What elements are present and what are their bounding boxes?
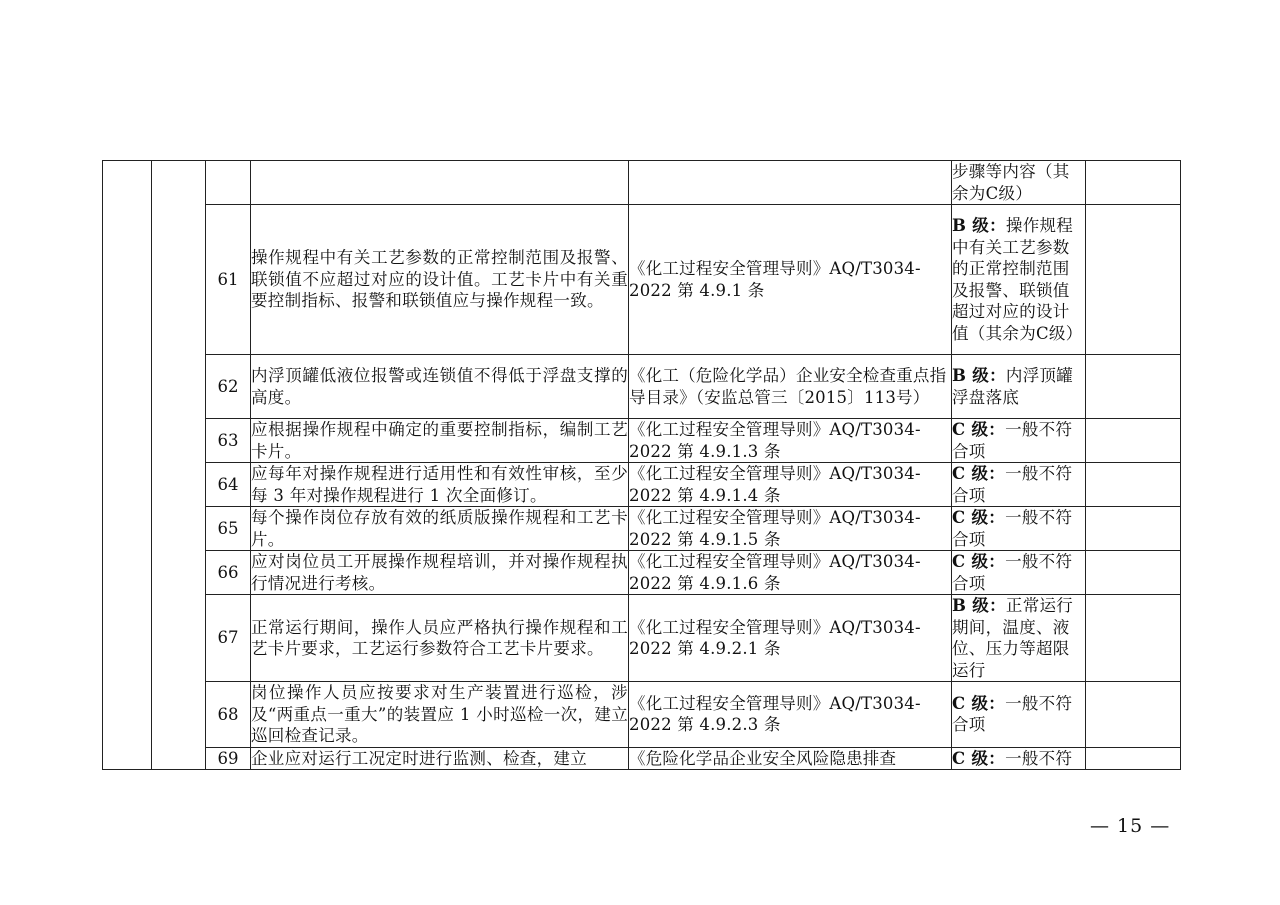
item-number xyxy=(206,161,251,205)
grade-text: 操作规程中有关工艺参数的正常控制范围及报警、联锁值超过对应的设计值（其余为C级） xyxy=(952,216,1083,343)
note-cell xyxy=(1086,682,1181,748)
basis-text: 《化工过程安全管理导则》AQ/T3034-2022 第 4.9.2.3 条 xyxy=(629,682,952,748)
requirement-text: 应根据操作规程中确定的重要控制指标，编制工艺卡片。 xyxy=(251,420,628,461)
page-number: — 15 — xyxy=(1090,815,1171,837)
grade-text: 一般不符合项 xyxy=(952,508,1073,549)
grade-cell xyxy=(952,419,1086,463)
item-number: 64 xyxy=(206,463,251,507)
grade-text: 一般不符合项 xyxy=(952,420,1073,461)
item-number: 61 xyxy=(206,205,251,355)
basis-text: 《危险化学品企业安全风险隐患排查 xyxy=(629,747,952,770)
grade-cell xyxy=(952,355,1086,419)
grade-label: C 级： xyxy=(952,748,1006,768)
item-number: 66 xyxy=(206,551,251,595)
grade-text: 一般不符合项 xyxy=(952,552,1073,593)
basis-text: 《化工过程安全管理导则》AQ/T3034-2022 第 4.9.1.3 条 xyxy=(629,419,952,463)
table-row xyxy=(103,682,1181,748)
grade-cell xyxy=(952,747,1086,770)
note-cell xyxy=(1086,747,1181,770)
table-row xyxy=(103,355,1181,419)
note-cell xyxy=(1086,205,1181,355)
item-number: 68 xyxy=(206,682,251,748)
item-number: 67 xyxy=(206,595,251,682)
item-number: 69 xyxy=(206,747,251,770)
item-number: 65 xyxy=(206,507,251,551)
grade-text: 一般不符合项 xyxy=(952,464,1073,505)
note-cell xyxy=(1086,161,1181,205)
grade-text: 正常运行期间，温度、液位、压力等超限运行 xyxy=(952,596,1074,680)
table-row xyxy=(103,161,1181,205)
requirement-text: 企业应对运行工况定时进行监测、检查，建立 xyxy=(251,747,629,770)
requirement-text: 正常运行期间，操作人员应严格执行操作规程和工艺卡片要求，工艺运行参数符合工艺卡片要求。 xyxy=(251,595,629,682)
basis-text xyxy=(629,161,952,205)
basis-text: 《化工过程安全管理导则》AQ/T3034-2022 第 4.9.1.4 条 xyxy=(629,463,952,507)
inspection-table xyxy=(102,160,1181,770)
grade-label: C 级： xyxy=(952,420,1006,439)
grade-label: B 级： xyxy=(952,216,1006,235)
basis-text: 《化工（危险化学品）企业安全检查重点指导目录》（安监总管三〔2015〕113号） xyxy=(629,355,952,419)
table-row xyxy=(103,419,1181,463)
table-row xyxy=(103,507,1181,551)
grade-cell xyxy=(952,507,1086,551)
grade-text: 一般不符 xyxy=(1005,748,1073,768)
requirement-text: 应对岗位员工开展操作规程培训，并对操作规程执行情况进行考核。 xyxy=(251,552,628,593)
table-row xyxy=(103,551,1181,595)
table-row xyxy=(103,205,1181,355)
grade-cell xyxy=(952,551,1086,595)
grade-cell xyxy=(952,161,1086,205)
grade-label: C 级： xyxy=(952,552,1006,571)
item-number: 63 xyxy=(206,419,251,463)
table-row xyxy=(103,747,1181,770)
requirement-text: 岗位操作人员应按要求对生产装置进行巡检，涉及“两重点一重大”的装置应 1 小时巡检一次，建立巡回检查记录。 xyxy=(251,683,628,745)
note-cell xyxy=(1086,355,1181,419)
basis-text: 《化工过程安全管理导则》AQ/T3034-2022 第 4.9.1.6 条 xyxy=(629,551,952,595)
grade-cell xyxy=(952,595,1086,682)
basis-text: 《化工过程安全管理导则》AQ/T3034-2022 第 4.9.1.5 条 xyxy=(629,507,952,551)
note-cell xyxy=(1086,463,1181,507)
requirement-text xyxy=(251,161,629,205)
grade-label: B 级： xyxy=(952,366,1006,385)
table-row xyxy=(103,595,1181,682)
note-cell xyxy=(1086,595,1181,682)
grade-label: C 级： xyxy=(952,464,1006,483)
grade-text: 一般不符合项 xyxy=(952,693,1073,735)
requirement-text: 每个操作岗位存放有效的纸质版操作规程和工艺卡片。 xyxy=(251,508,628,549)
note-cell xyxy=(1086,507,1181,551)
note-cell xyxy=(1086,419,1181,463)
blank-column-1 xyxy=(103,161,152,770)
blank-column-2 xyxy=(152,161,206,770)
item-number: 62 xyxy=(206,355,251,419)
basis-text: 《化工过程安全管理导则》AQ/T3034-2022 第 4.9.1 条 xyxy=(629,205,952,355)
grade-label: B 级： xyxy=(952,596,1006,615)
basis-text: 《化工过程安全管理导则》AQ/T3034-2022 第 4.9.2.1 条 xyxy=(629,595,952,682)
requirement-text: 内浮顶罐低液位报警或连锁值不得低于浮盘支撑的高度。 xyxy=(251,355,629,419)
table-row xyxy=(103,463,1181,507)
grade-label: C 级： xyxy=(952,693,1006,713)
grade-text: 内浮顶罐浮盘落底 xyxy=(952,366,1074,407)
grade-label: C 级： xyxy=(952,508,1006,527)
grade-text: 步骤等内容（其余为C级） xyxy=(952,162,1070,203)
grade-cell xyxy=(952,205,1086,355)
requirement-text: 操作规程中有关工艺参数的正常控制范围及报警、联锁值不应超过对应的设计值。工艺卡片中有关重要控制指标、报警和联锁值应与操作规程一致。 xyxy=(251,205,629,355)
grade-cell xyxy=(952,463,1086,507)
grade-cell xyxy=(952,682,1086,748)
requirement-text: 应每年对操作规程进行适用性和有效性审核，至少每 3 年对操作规程进行 1 次全面修订。 xyxy=(251,464,628,505)
note-cell xyxy=(1086,551,1181,595)
